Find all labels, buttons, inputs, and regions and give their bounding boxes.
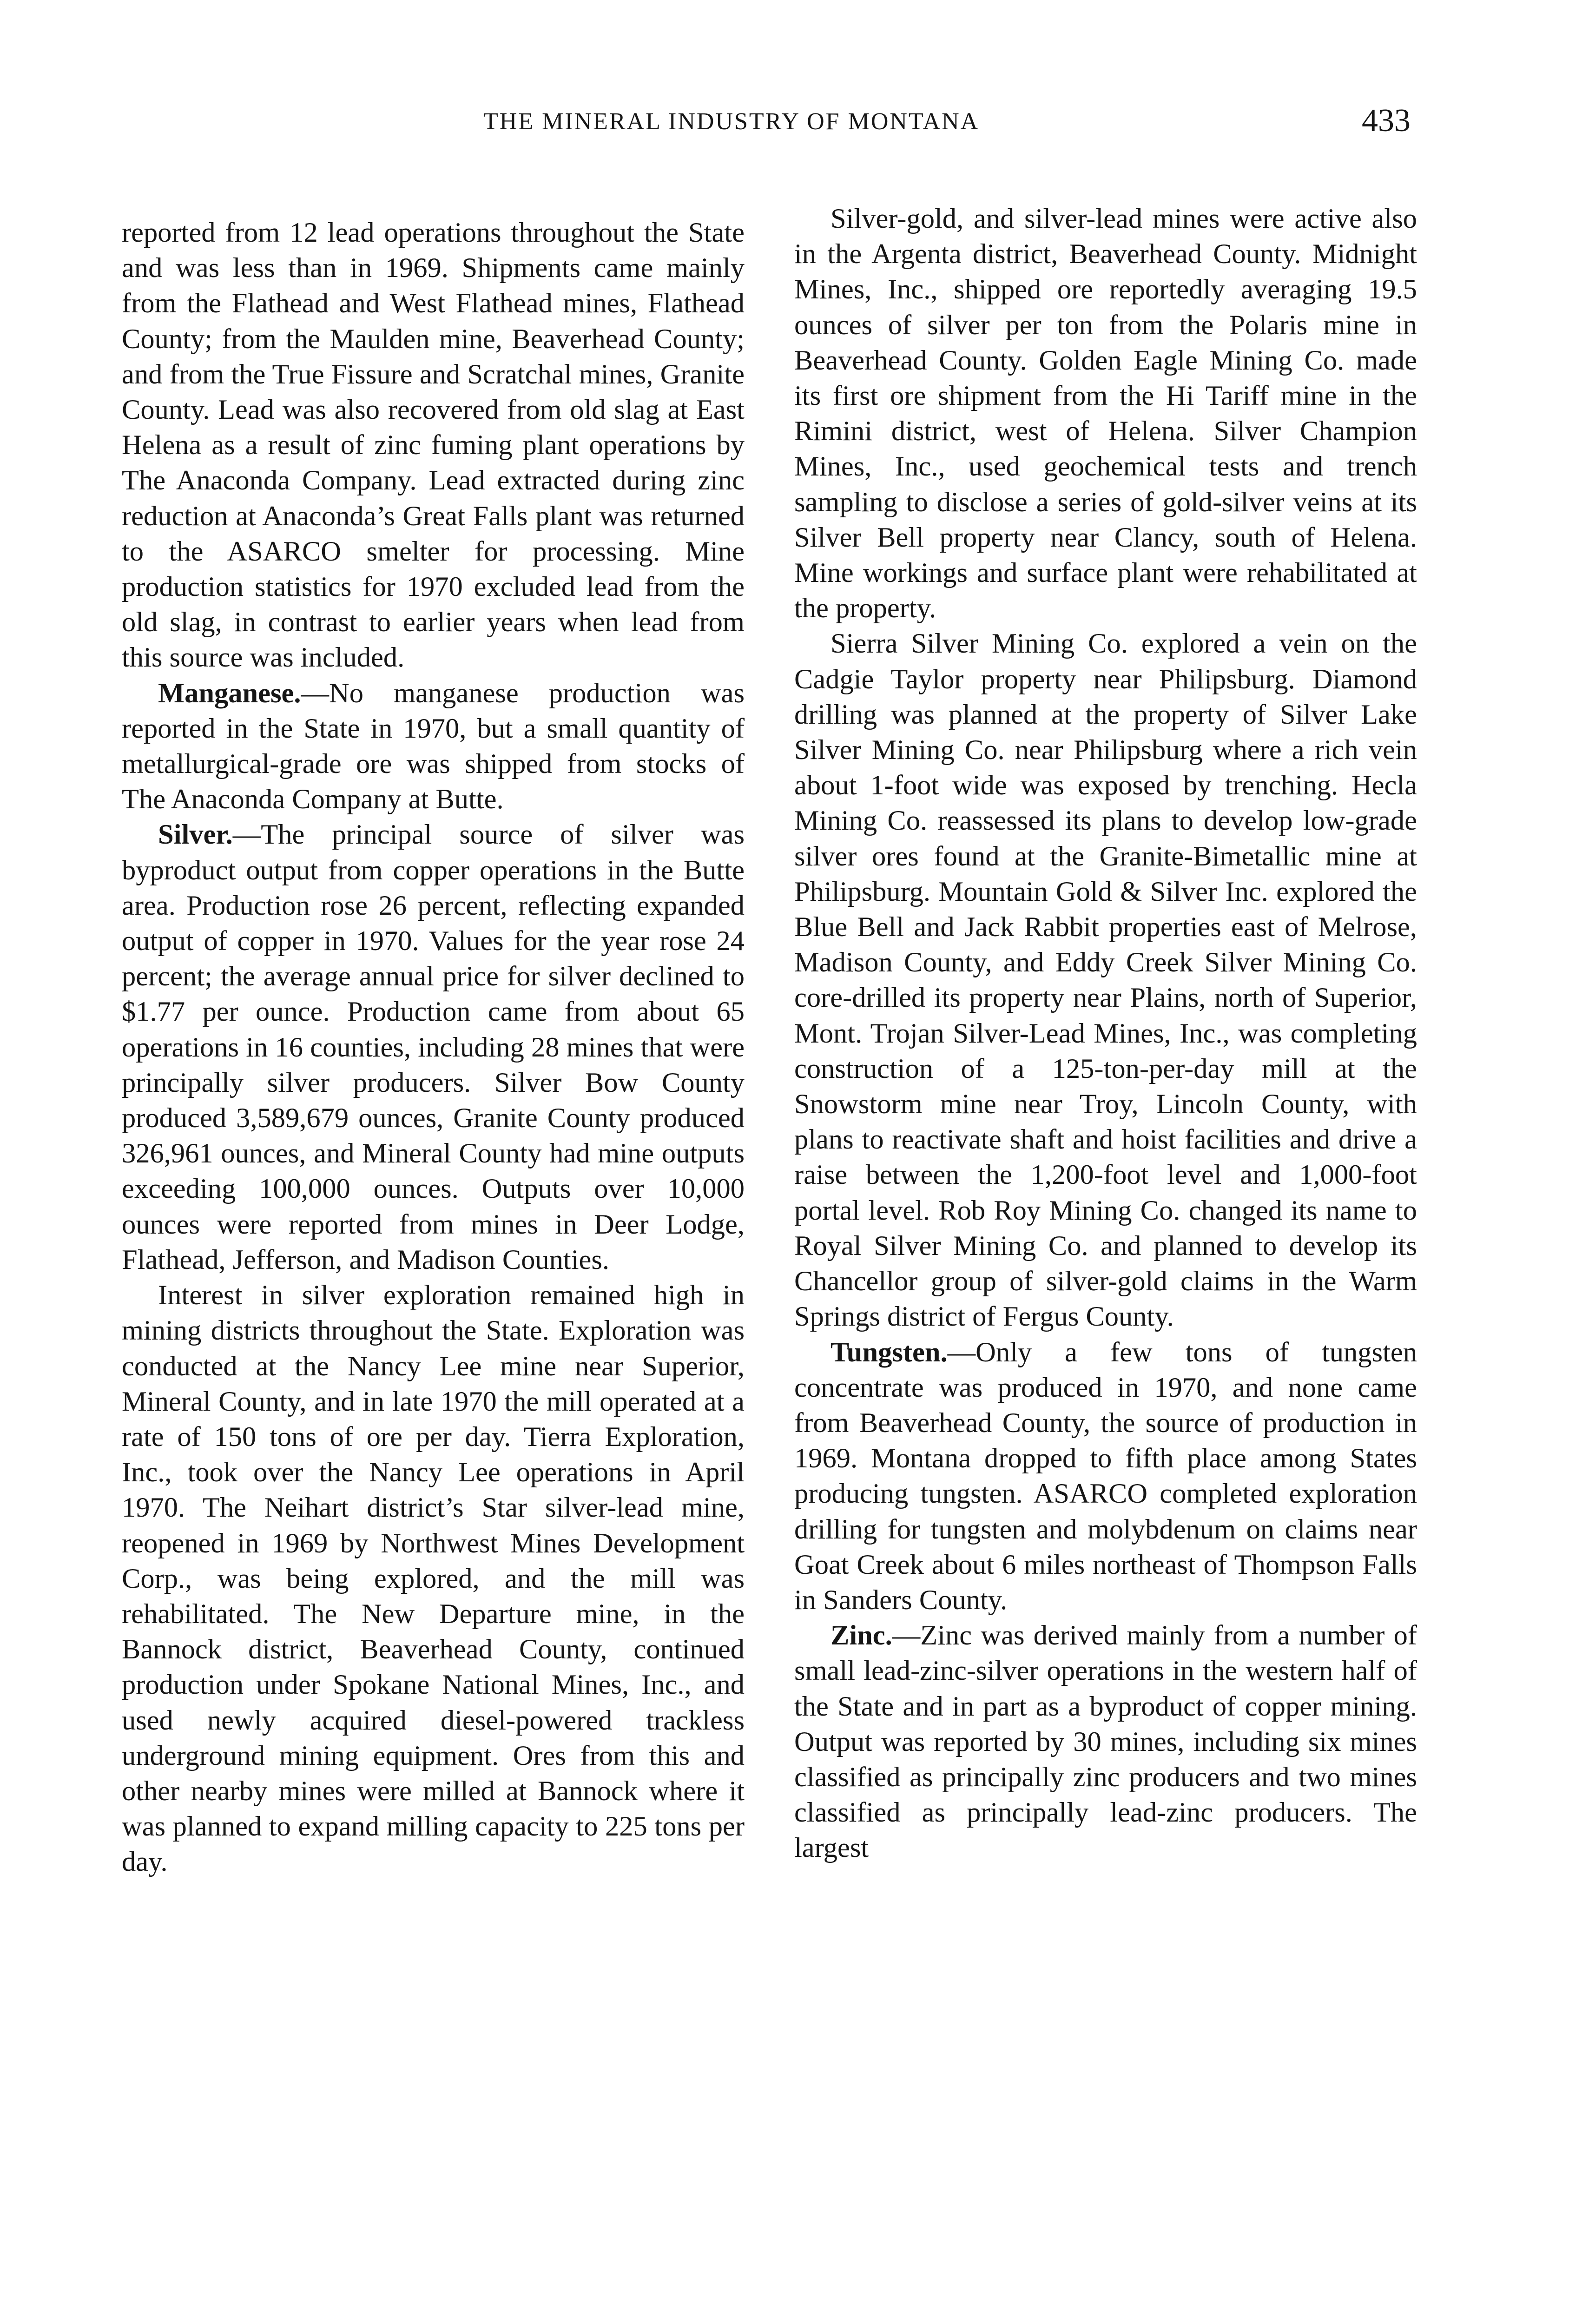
paragraph-tungsten <box>794 1335 1417 1618</box>
paragraph-manganese <box>122 676 745 818</box>
paragraph-zinc <box>794 1618 1417 1866</box>
zinc-text: —Zinc was derived mainly from a number of small lead-zinc-silver operations in the western half of the State and in part as a byproduct of copper mining. Output was reported by 30 mines, including six mines classified as principally zinc producers and two mines classified as principally lead-zinc producers. The largest <box>794 1620 1417 1864</box>
paragraph-silver <box>122 817 745 1278</box>
zinc-heading: Zinc. <box>831 1620 892 1651</box>
manganese-text: —No manganese production was reported in the State in 1970, but a small quantity of metallurgical-grade ore was shipped from stocks of The Anaconda Company at Butte. <box>122 677 745 815</box>
paragraph-sierra-silver: Sierra Silver Mining Co. explored a vein on the Cadgie Taylor property near Philipsburg. Diamond drilling was planned at the property of Silver Lake Silver Mining Co. near Philipsburg where a rich vein about 1-foot wide was exposed by trenching. Hecla Mining Co. reassessed its plans to develop low-grade silver ores found at the Granite-Bimetallic mine at Philipsburg. Mountain Gold & Silver Inc. explored the Blue Bell and Jack Rabbit properties east of Melrose, Madison County, and Eddy Creek Silver Mining Co. core-drilled its property near Plains, north of Superior, Mont. Trojan Silver-Lead Mines, Inc., was completing construction of a 125-ton-per-day mill at the Snowstorm mine near Troy, Lincoln County, with plans to reactivate shaft and hoist facilities and drive a raise between the 1,200-foot level and 1,000-foot portal level. Rob Roy Mining Co. changed its name to Royal Silver Mining Co. and planned to develop its Chancellor group of silver-gold claims in the Warm Springs district of Fergus County. <box>794 628 1417 1333</box>
running-title: THE MINERAL INDUSTRY OF MONTANA <box>483 108 980 135</box>
right-column <box>794 201 1417 1866</box>
silver-heading: Silver. <box>158 819 233 851</box>
tungsten-heading: Tungsten. <box>831 1336 948 1368</box>
manganese-heading: Manganese. <box>158 677 301 709</box>
tungsten-text: —Only a few tons of tungsten concentrate was produced in 1970, and none came from Beaverhead County, the source of production in 1969. Montana dropped to fifth place among States producing tungsten. ASARCO completed exploration drilling for tungsten and molybdenum on claims near Goat Creek about 6 miles northeast of Thompson Falls in Sanders County. <box>794 1336 1417 1616</box>
paragraph-silver-exploration: Interest in silver exploration remained high in mining districts throughout the State. Exploration was conducted at the Nancy Lee mine near Superior, Mineral County, and in late 1970 the mill operated at a rate of 150 tons of ore per day. Tierra Exploration, Inc., took over the Nancy Lee operations in April 1970. The Neihart district’s Star silver-lead mine, reopened in 1969 by Northwest Mines Development Corp., was being explored, and the mill was rehabilitated. The New Departure mine, in the Bannock district, Beaverhead County, continued production under Spokane National Mines, Inc., and used newly acquired diesel-powered trackless underground mining equipment. Ores from this and other nearby mines were milled at Bannock where it was planned to expand milling capacity to 225 tons per day. <box>122 1280 745 1878</box>
silver-text: —The principal source of silver was byproduct output from copper operations in the Butte area. Production rose 26 percent, reflecting expanded output of copper in 1970. Values for the year rose 24 percent; the average annual price for silver declined to $1.77 per ounce. Production came from about 65 operations in 16 counties, including 28 mines that were principally silver producers. Silver Bow County produced 3,589,679 ounces, Granite County produced 326,961 ounces, and Mineral County had mine outputs exceeding 100,000 ounces. Outputs over 10,000 ounces were reported from mines in Deer Lodge, Flathead, Jefferson, and Madison Counties. <box>122 819 745 1275</box>
page-number: 433 <box>1362 103 1411 139</box>
left-column <box>122 215 745 1880</box>
paragraph-lead-continued: reported from 12 lead operations throughout the State and was less than in 1969. Shipments came mainly from the Flathead and West Flathead mines, Flathead County; from the Maulden mine, Beaverhead County; and from the True Fissure and Scratchal mines, Granite County. Lead was also recovered from old slag at East Helena as a result of zinc fuming plant operations by The Anaconda Company. Lead extracted during zinc reduction at Anaconda’s Great Falls plant was returned to the ASARCO smelter for processing. Mine production statistics for 1970 excluded lead from the old slag, in contrast to earlier years when lead from this source was included. <box>122 217 745 673</box>
paragraph-argenta-district: Silver-gold, and silver-lead mines were active also in the Argenta district, Beaverhead County. Midnight Mines, Inc., shipped ore reportedly averaging 19.5 ounces of silver per ton from the Polaris mine in Beaverhead County. Golden Eagle Mining Co. made its first ore shipment from the Hi Tariff mine in the Rimini district, west of Helena. Silver Champion Mines, Inc., used geochemical tests and trench sampling to disclose a series of gold-silver veins at its Silver Bell property near Clancy, south of Helena. Mine workings and surface plant were rehabilitated at the property. <box>794 203 1417 624</box>
